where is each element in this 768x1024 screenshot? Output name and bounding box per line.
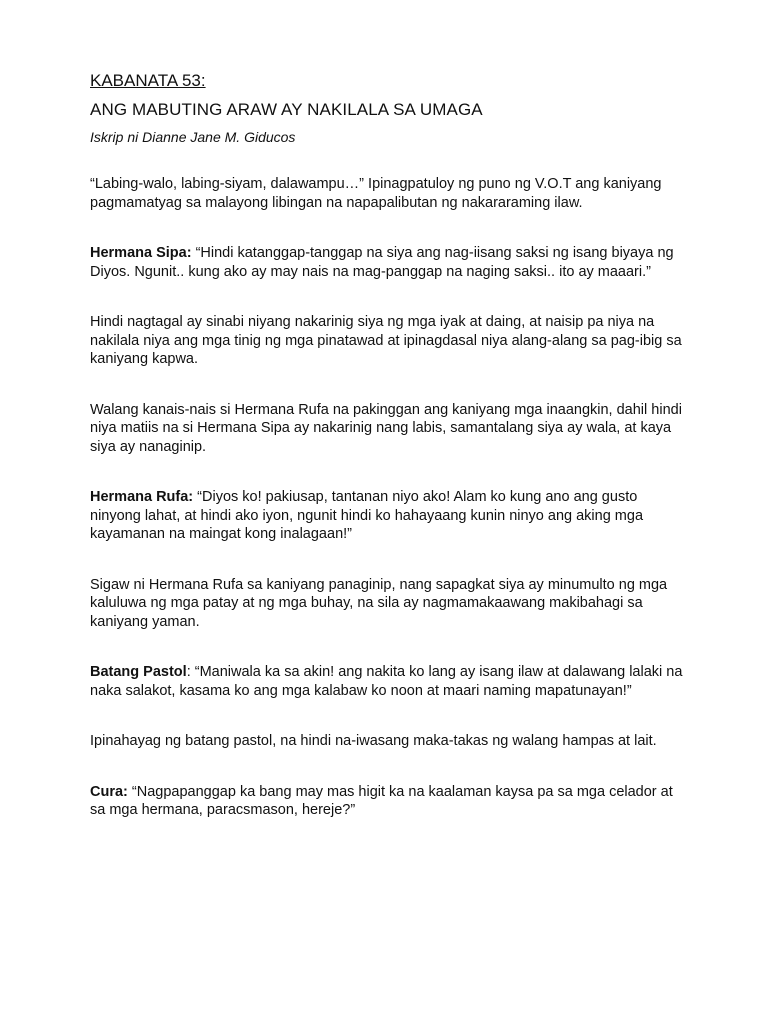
paragraph-6 xyxy=(90,576,690,632)
document-page xyxy=(90,70,690,820)
paragraph-text: Walang kanais-nais si Hermana Rufa na pakinggan ang kaniyang mga inaangkin, dahil hindi niya matiis na si Hermana Sipa ay nakarinig nang labis, samantalang siya ay wala, at kaya siya ay nanaginip. xyxy=(90,401,682,455)
speaker-name: Hermana Sipa: xyxy=(90,245,192,261)
paragraph-text: “Labing-walo, labing-siyam, dalawampu…” Ipinagpatuloy ng puno ng V.O.T ang kaniyang pagmamatyag sa malayong libingan na napapalibutan ng nakararaming ilaw. xyxy=(90,176,662,211)
paragraph-2 xyxy=(90,244,690,281)
author-credit: Iskrip ni Dianne Jane M. Giducos xyxy=(90,129,296,145)
paragraph-text: “Nagpapanggap ka bang may mas higit ka na kaalaman kaysa pa sa mga celador at sa mga hermana, paracsmason, hereje?” xyxy=(90,783,673,818)
paragraph-4 xyxy=(90,401,690,457)
speaker-name: Batang Pastol xyxy=(90,664,187,680)
paragraph-3 xyxy=(90,313,690,369)
paragraph-5 xyxy=(90,488,690,544)
chapter-heading: KABANATA 53: xyxy=(90,71,206,90)
paragraph-8 xyxy=(90,732,690,751)
paragraph-7 xyxy=(90,663,690,700)
paragraph-text: Hindi nagtagal ay sinabi niyang nakarinig siya ng mga iyak at daing, at naisip pa niya na nakilala niya ang mga tinig ng mga pinatawad at ipinagdasal niya alang-alang sa pag-ibig sa kaniyang kapwa. xyxy=(90,314,682,367)
paragraph-text: “Hindi katanggap-tanggap na siya ang nag-iisang saksi ng isang biyaya ng Diyos. Ngunit.. kung ako ay may nais na mag-panggap na naging saksi.. ito ay maaari.” xyxy=(90,245,674,280)
paragraph-1 xyxy=(90,175,690,212)
paragraph-text: Ipinahayag ng batang pastol, na hindi na-iwasang maka-takas ng walang hampas at lait. xyxy=(90,733,657,749)
speaker-name: Cura: xyxy=(90,783,128,800)
paragraph-9 xyxy=(90,783,690,820)
paragraph-text: : “Maniwala ka sa akin! ang nakita ko lang ay isang ilaw at dalawang lalaki na naka salakot, kasama ko ang mga kalabaw ko noon at maari naming mapatunayan!” xyxy=(90,664,683,699)
speaker-name: Hermana Rufa: xyxy=(90,489,194,505)
paragraph-text: “Diyos ko! pakiusap, tantanan niyo ako! Alam ko kung ano ang gusto ninyong lahat, at hindi ako iyon, ngunit hindi ko hahayaang kunin ninyo ang aking mga kayamanan na maingat kong inalagaan!” xyxy=(90,489,644,542)
paragraph-text: Sigaw ni Hermana Rufa sa kaniyang panaginip, nang sapagkat siya ay minumulto ng mga kaluluwa ng mga patay at ng mga buhay, na sila ay nagmamakaawang makibahagi sa kaniyang yaman. xyxy=(90,576,668,630)
chapter-title: ANG MABUTING ARAW AY NAKILALA SA UMAGA xyxy=(90,100,483,119)
